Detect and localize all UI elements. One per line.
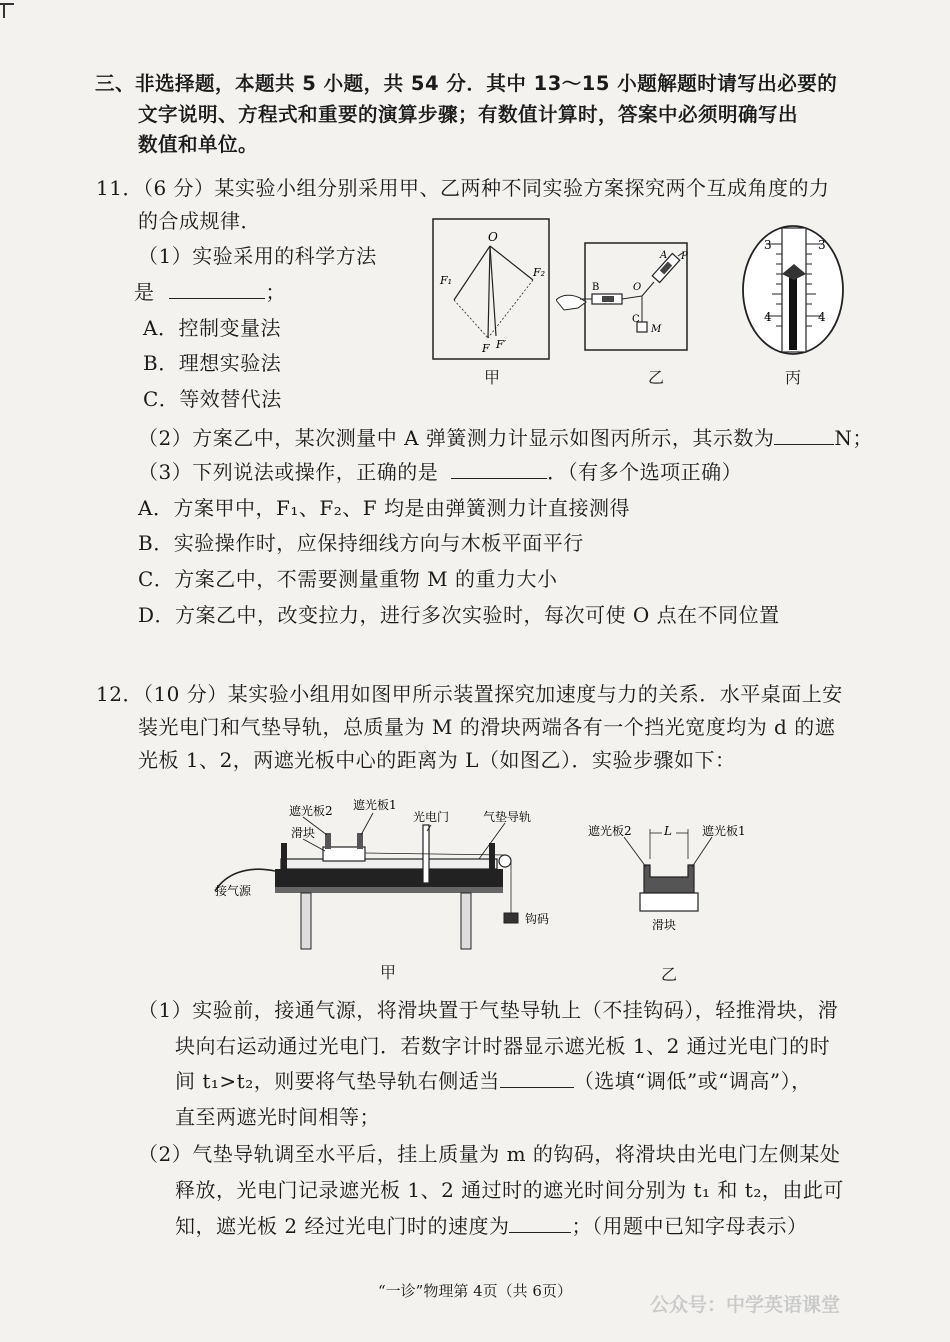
- q12-yi-label-shade2: 遮光板2: [588, 824, 632, 838]
- q12-part2-text: 知，遮光板 2 经过光电门时的速度为: [175, 1214, 510, 1238]
- q11-part1-line1: （1）实验采用的科学方法: [138, 244, 377, 268]
- q12-jia-label-gate: 光电门: [413, 810, 450, 824]
- q11-bing-caption: 丙: [785, 368, 802, 387]
- q12-part2-line1: （2）气垫导轨调至水平后，挂上质量为 m 的钩码，将滑块由光电门左侧某处: [138, 1142, 841, 1166]
- q12-figure-jia: [205, 795, 570, 955]
- q12-part1-line1: （1）实验前，接通气源，将滑块置于气垫导轨上（不挂钩码），轻推滑块，滑: [138, 998, 839, 1022]
- page-footer: “一诊”物理第 4页（共 6页）: [378, 1282, 572, 1300]
- q11-part2-unit: N；: [834, 426, 873, 450]
- q11-yi-caption: 乙: [648, 368, 665, 387]
- q11-yi-label-c: C: [632, 314, 640, 325]
- q11-part3-answer-blank[interactable]: [451, 458, 547, 479]
- q11-part1-suffix: ；: [265, 280, 286, 304]
- q11-yi-label-m: M: [651, 324, 662, 335]
- q11-part1-prefix: 是: [134, 280, 155, 304]
- q11-yi-label-a: A: [660, 250, 668, 261]
- corner-mark: [0, 0, 18, 18]
- q11-part3-text: （3）下列说法或操作，正确的是: [138, 460, 439, 484]
- q11-bing-tick-4-left: 4: [764, 310, 772, 324]
- section-heading-line2: 文字说明、方程式和重要的演算步骤；有数值计算时，答案中必须明确写出: [138, 103, 799, 126]
- q11-jia-label-o: O: [488, 230, 498, 244]
- q11-part3-note: ．（有多个选项正确）: [547, 460, 743, 484]
- q12-part2-line3: [175, 1212, 807, 1240]
- q11-part3-option-a: A．方案甲中，F₁、F₂、F 均是由弹簧测力计直接测得: [138, 496, 630, 520]
- q12-jia-caption: 甲: [380, 963, 397, 982]
- q12-part1-line4: 直至两遮光时间相等；: [175, 1105, 380, 1129]
- q11-yi-label-o: O: [633, 282, 642, 293]
- q12-part2-answer-blank[interactable]: [509, 1212, 571, 1233]
- q11-part3-option-d: D．方案乙中，改变拉力，进行多次实验时，每次可使 O 点在不同位置: [138, 603, 780, 627]
- q11-part1-line2: [134, 278, 286, 306]
- q12-stem-line3: 光板 1、2，两遮光板中心的距离为 L（如图乙）．实验步骤如下：: [138, 748, 736, 772]
- q11-figure-bing: [738, 222, 848, 358]
- q12-part1-line2: 块向右运动通过光电门．若数字计时器显示遮光板 1、2 通过光电门的时: [175, 1034, 831, 1058]
- q11-figure-jia: [432, 218, 550, 360]
- q12-part1-line3: [175, 1067, 812, 1095]
- q12-part1-choice: （选填“调低”或“调高”），: [573, 1069, 812, 1093]
- q11-part3: [138, 458, 742, 486]
- q11-bing-tick-3-left: 3: [764, 238, 772, 252]
- q12-jia-label-rail: 气垫导轨: [483, 810, 532, 824]
- section-heading-line1: 三、非选择题，本题共 5 小题，共 54 分．其中 13～15 小题解题时请写出必要的: [95, 72, 838, 95]
- q12-part2-note: ；（用题中已知字母表示）: [571, 1214, 808, 1238]
- q12-part2-line2: 释放，光电门记录遮光板 1、2 通过时的遮光时间分别为 t₁ 和 t₂，由此可: [175, 1178, 844, 1202]
- q11-yi-label-b: B: [592, 282, 600, 293]
- q11-jia-label-f2: F₂: [533, 266, 546, 279]
- q12-jia-label-shade1: 遮光板1: [353, 798, 397, 812]
- q12-figure-yi: [584, 815, 784, 935]
- q12-yi-label-shade1: 遮光板1: [702, 824, 746, 838]
- hand-icon: [556, 295, 586, 310]
- q12-yi-label-l: L: [664, 824, 672, 838]
- q12-jia-label-shade2: 遮光板2: [289, 804, 333, 818]
- q12-jia-label-weight: 钩码: [525, 912, 550, 926]
- q11-part2: [138, 424, 873, 452]
- q11-figure-yi: [556, 242, 688, 352]
- q11-part2-text: （2）方案乙中，某次测量中 A 弹簧测力计显示如图丙所示，其示数为: [138, 426, 775, 450]
- q11-part1-answer-blank[interactable]: [169, 278, 265, 299]
- q11-yi-label-p: P: [681, 251, 688, 262]
- q12-jia-label-slider: 滑块: [291, 826, 316, 840]
- q12-yi-label-slider: 滑块: [652, 918, 677, 932]
- q11-part1-option-a: A．控制变量法: [143, 316, 281, 340]
- q11-jia-label-fprime: F′: [496, 338, 507, 351]
- q12-jia-label-air: 接气源: [215, 884, 252, 898]
- q12-yi-caption: 乙: [661, 965, 678, 984]
- q11-jia-label-f: F: [482, 342, 490, 355]
- section-heading-line3: 数值和单位。: [138, 133, 259, 156]
- q11-part3-option-c: C．方案乙中，不需要测量重物 M 的重力大小: [138, 567, 558, 591]
- q11-jia-caption: 甲: [484, 368, 501, 387]
- q12-part1-answer-blank[interactable]: [500, 1067, 574, 1088]
- q11-part2-answer-blank[interactable]: [774, 424, 834, 445]
- q11-bing-tick-4-right: 4: [818, 310, 826, 324]
- q12-part1-text: 间 t₁>t₂，则要将气垫导轨右侧适当: [175, 1069, 500, 1093]
- watermark: 公众号：中学英语课堂: [650, 1294, 841, 1316]
- q11-jia-label-f1: F₁: [440, 274, 453, 287]
- q12-stem-line1: 12．（10 分）某实验小组用如图甲所示装置探究加速度与力的关系．水平桌面上安: [96, 682, 843, 706]
- q11-part3-option-b: B．实验操作时，应保持细线方向与木板平面平行: [138, 531, 584, 555]
- q12-stem-line2: 装光电门和气垫导轨，总质量为 M 的滑块两端各有一个挡光宽度均为 d 的遮: [138, 715, 836, 739]
- q11-stem-line1: 11．（6 分）某实验小组分别采用甲、乙两种不同实验方案探究两个互成角度的力: [96, 176, 830, 200]
- q11-stem-line2: 的合成规律．: [138, 209, 261, 233]
- q11-part1-option-c: C．等效替代法: [143, 387, 282, 411]
- q11-bing-tick-3-right: 3: [818, 238, 826, 252]
- q11-part1-option-b: B．理想实验法: [143, 351, 282, 375]
